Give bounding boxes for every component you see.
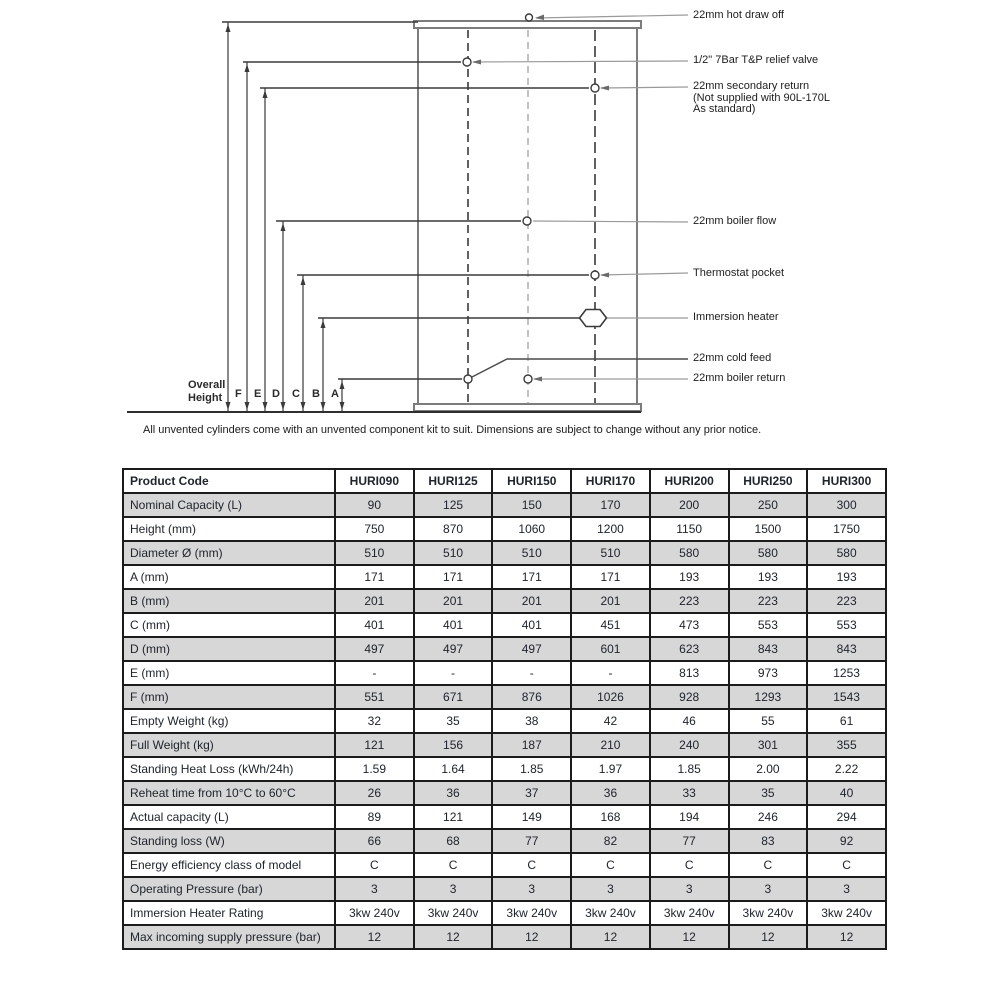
row-label: D (mm)	[123, 637, 335, 661]
row-value: 510	[414, 541, 493, 565]
row-value: 750	[335, 517, 414, 541]
cylinder-base	[414, 404, 641, 411]
thermostat-pocket-connection	[591, 271, 599, 279]
table-row	[123, 829, 886, 853]
table-row	[123, 709, 886, 733]
dim-letter-d: D	[272, 388, 280, 400]
row-value: 66	[335, 829, 414, 853]
row-value: 1.64	[414, 757, 493, 781]
overall-height-label	[188, 379, 225, 405]
cylinder-drawing	[0, 0, 1000, 465]
row-value: 553	[807, 613, 886, 637]
row-value: 497	[335, 637, 414, 661]
row-value: 32	[335, 709, 414, 733]
row-value: 451	[571, 613, 650, 637]
row-value: 89	[335, 805, 414, 829]
cylinder-lid	[414, 21, 641, 28]
row-value: 38	[492, 709, 571, 733]
row-value: 401	[335, 613, 414, 637]
table-row	[123, 565, 886, 589]
row-value: C	[492, 853, 571, 877]
row-value: 201	[492, 589, 571, 613]
table-row	[123, 901, 886, 925]
row-value: 36	[414, 781, 493, 805]
row-label: Height (mm)	[123, 517, 335, 541]
row-value: 36	[571, 781, 650, 805]
row-value: 240	[650, 733, 729, 757]
row-value: 928	[650, 685, 729, 709]
row-value: 77	[492, 829, 571, 853]
row-value: C	[729, 853, 808, 877]
row-value: 149	[492, 805, 571, 829]
row-value: 1.97	[571, 757, 650, 781]
row-value: 671	[414, 685, 493, 709]
row-value: 193	[650, 565, 729, 589]
row-value: 3	[571, 877, 650, 901]
row-value: 1150	[650, 517, 729, 541]
table-row	[123, 925, 886, 949]
label-boiler-return: 22mm boiler return	[693, 372, 786, 384]
label-secondary-return-line1: 22mm secondary return	[693, 80, 810, 92]
boiler-return-connection	[524, 375, 532, 383]
row-value: 473	[650, 613, 729, 637]
row-value: 3kw 240v	[729, 901, 808, 925]
row-value: C	[335, 853, 414, 877]
table-row	[123, 493, 886, 517]
row-value: 1253	[807, 661, 886, 685]
row-value: 3	[650, 877, 729, 901]
table-row	[123, 613, 886, 637]
row-value: 12	[729, 925, 808, 949]
header-model: HURI150	[492, 469, 571, 493]
row-value: 223	[807, 589, 886, 613]
header-product-code: Product Code	[123, 469, 335, 493]
row-value: 171	[492, 565, 571, 589]
row-value: 171	[414, 565, 493, 589]
leader-cold-feed	[472, 359, 688, 377]
row-value: C	[414, 853, 493, 877]
overall-height-line1: Overall	[188, 379, 226, 391]
row-value: -	[335, 661, 414, 685]
dim-letter-e: E	[254, 388, 262, 400]
row-value: 77	[650, 829, 729, 853]
row-value: 200	[650, 493, 729, 517]
row-value: 46	[650, 709, 729, 733]
hot-draw-off-connection	[526, 14, 533, 21]
header-model: HURI250	[729, 469, 808, 493]
row-value: -	[414, 661, 493, 685]
row-value: 1026	[571, 685, 650, 709]
label-cold-feed: 22mm cold feed	[693, 352, 772, 364]
leader-secondary-return	[601, 87, 688, 88]
leader-thermostat	[601, 273, 688, 275]
row-value: -	[492, 661, 571, 685]
row-value: 876	[492, 685, 571, 709]
table-row	[123, 853, 886, 877]
row-value: 37	[492, 781, 571, 805]
row-value: 35	[414, 709, 493, 733]
row-value: 1.59	[335, 757, 414, 781]
row-value: 83	[729, 829, 808, 853]
overall-height-line2: Height	[188, 392, 223, 404]
leader-tp-relief	[473, 61, 688, 62]
row-label: Nominal Capacity (L)	[123, 493, 335, 517]
row-value: 355	[807, 733, 886, 757]
row-value: 1543	[807, 685, 886, 709]
row-value: 12	[414, 925, 493, 949]
row-value: 171	[571, 565, 650, 589]
dim-letter-a: A	[331, 388, 339, 400]
row-value: 193	[729, 565, 808, 589]
row-value: 168	[571, 805, 650, 829]
row-value: 580	[650, 541, 729, 565]
row-value: 3kw 240v	[492, 901, 571, 925]
row-value: 1200	[571, 517, 650, 541]
row-value: 12	[492, 925, 571, 949]
table-row	[123, 733, 886, 757]
label-hot-draw-off: 22mm hot draw off	[693, 9, 784, 21]
row-value: 201	[571, 589, 650, 613]
row-value: 187	[492, 733, 571, 757]
row-value: 1.85	[492, 757, 571, 781]
row-value: 223	[650, 589, 729, 613]
row-value: 3	[807, 877, 886, 901]
cylinder-diagram	[0, 0, 1000, 465]
row-value: 3	[335, 877, 414, 901]
boiler-flow-connection	[523, 217, 531, 225]
header-model: HURI090	[335, 469, 414, 493]
row-value: 35	[729, 781, 808, 805]
row-value: 973	[729, 661, 808, 685]
header-model: HURI125	[414, 469, 493, 493]
leader-arrow-thermostat	[600, 273, 609, 278]
row-value: 3kw 240v	[650, 901, 729, 925]
table-header-row	[123, 469, 886, 493]
row-value: 170	[571, 493, 650, 517]
row-value: 843	[729, 637, 808, 661]
table-row	[123, 877, 886, 901]
row-value: 2.00	[729, 757, 808, 781]
row-value: 580	[729, 541, 808, 565]
row-value: 42	[571, 709, 650, 733]
row-value: 301	[729, 733, 808, 757]
row-value: 1060	[492, 517, 571, 541]
row-value: 3kw 240v	[414, 901, 493, 925]
leader-arrow-boiler-return	[533, 377, 542, 382]
row-value: 3	[414, 877, 493, 901]
label-tp-relief-valve: 1/2" 7Bar T&P relief valve	[693, 54, 819, 66]
diagram-caption: All unvented cylinders come with an unvented component kit to suit. Dimensions are subject to change without any prior notice.	[143, 424, 762, 436]
row-value: 1750	[807, 517, 886, 541]
row-value: 294	[807, 805, 886, 829]
row-value: 121	[414, 805, 493, 829]
row-value: 90	[335, 493, 414, 517]
row-value: 55	[729, 709, 808, 733]
spec-table	[122, 468, 887, 950]
dim-letter-b: B	[312, 388, 320, 400]
row-value: 68	[414, 829, 493, 853]
spec-table-head	[123, 469, 886, 493]
row-label: Immersion Heater Rating	[123, 901, 335, 925]
table-row	[123, 541, 886, 565]
row-value: C	[807, 853, 886, 877]
header-model: HURI300	[807, 469, 886, 493]
row-value: 551	[335, 685, 414, 709]
table-row	[123, 589, 886, 613]
row-value: 61	[807, 709, 886, 733]
row-label: Operating Pressure (bar)	[123, 877, 335, 901]
row-value: 601	[571, 637, 650, 661]
row-value: -	[571, 661, 650, 685]
row-label: Energy efficiency class of model	[123, 853, 335, 877]
row-label: F (mm)	[123, 685, 335, 709]
row-value: 12	[571, 925, 650, 949]
row-label: E (mm)	[123, 661, 335, 685]
row-value: 623	[650, 637, 729, 661]
row-value: 33	[650, 781, 729, 805]
label-secondary-return	[693, 81, 830, 116]
label-immersion-heater: Immersion heater	[693, 311, 779, 323]
row-label: Diameter Ø (mm)	[123, 541, 335, 565]
dimension-arrowheads	[226, 24, 345, 410]
row-label: Standing loss (W)	[123, 829, 335, 853]
row-value: 580	[807, 541, 886, 565]
row-label: C (mm)	[123, 613, 335, 637]
row-value: 1.85	[650, 757, 729, 781]
row-value: 510	[571, 541, 650, 565]
row-value: 813	[650, 661, 729, 685]
label-thermostat-pocket: Thermostat pocket	[693, 267, 785, 279]
row-value: 2.22	[807, 757, 886, 781]
spec-table-body	[123, 493, 886, 949]
row-value: 12	[650, 925, 729, 949]
row-value: 246	[729, 805, 808, 829]
row-value: 193	[807, 565, 886, 589]
dim-letter-f: F	[235, 388, 242, 400]
secondary-return-connection	[591, 84, 599, 92]
label-secondary-return-note1: (Not supplied with 90L-170L	[693, 91, 830, 104]
immersion-heater-boss	[580, 310, 607, 327]
table-row	[123, 661, 886, 685]
row-value: 3	[492, 877, 571, 901]
row-label: Reheat time from 10°C to 60°C	[123, 781, 335, 805]
row-value: 510	[492, 541, 571, 565]
dim-letter-c: C	[292, 388, 300, 400]
label-secondary-return-note2: As standard)	[693, 103, 756, 115]
row-label: Max incoming supply pressure (bar)	[123, 925, 335, 949]
row-value: 156	[414, 733, 493, 757]
row-value: 12	[807, 925, 886, 949]
row-value: 510	[335, 541, 414, 565]
row-value: 171	[335, 565, 414, 589]
row-value: 401	[492, 613, 571, 637]
row-label: Full Weight (kg)	[123, 733, 335, 757]
table-row	[123, 637, 886, 661]
row-value: 3kw 240v	[571, 901, 650, 925]
leader-boiler-flow	[533, 221, 688, 222]
row-label: Actual capacity (L)	[123, 805, 335, 829]
row-value: 843	[807, 637, 886, 661]
row-value: 870	[414, 517, 493, 541]
leader-hot-draw-off	[536, 15, 688, 18]
row-value: 125	[414, 493, 493, 517]
row-value: 1500	[729, 517, 808, 541]
row-value: 497	[492, 637, 571, 661]
row-value: 121	[335, 733, 414, 757]
leader-arrow-hot-draw-off	[535, 15, 544, 21]
row-label: Empty Weight (kg)	[123, 709, 335, 733]
row-value: 92	[807, 829, 886, 853]
row-value: 201	[414, 589, 493, 613]
row-value: 3	[729, 877, 808, 901]
row-value: 194	[650, 805, 729, 829]
row-value: 3kw 240v	[335, 901, 414, 925]
table-row	[123, 757, 886, 781]
row-label: A (mm)	[123, 565, 335, 589]
cold-feed-connection	[464, 375, 472, 383]
label-boiler-flow: 22mm boiler flow	[693, 215, 777, 227]
table-row	[123, 685, 886, 709]
row-value: 40	[807, 781, 886, 805]
row-label: B (mm)	[123, 589, 335, 613]
row-value: 1293	[729, 685, 808, 709]
row-value: 553	[729, 613, 808, 637]
header-model: HURI200	[650, 469, 729, 493]
row-value: 82	[571, 829, 650, 853]
row-value: 250	[729, 493, 808, 517]
header-model: HURI170	[571, 469, 650, 493]
row-value: 300	[807, 493, 886, 517]
row-value: 210	[571, 733, 650, 757]
row-value: 150	[492, 493, 571, 517]
row-value: 3kw 240v	[807, 901, 886, 925]
row-value: 497	[414, 637, 493, 661]
row-value: 223	[729, 589, 808, 613]
row-label: Standing Heat Loss (kWh/24h)	[123, 757, 335, 781]
tp-relief-connection	[463, 58, 471, 66]
row-value: C	[571, 853, 650, 877]
table-row	[123, 805, 886, 829]
row-value: 26	[335, 781, 414, 805]
row-value: 401	[414, 613, 493, 637]
row-value: C	[650, 853, 729, 877]
table-row	[123, 781, 886, 805]
row-value: 12	[335, 925, 414, 949]
row-value: 201	[335, 589, 414, 613]
table-row	[123, 517, 886, 541]
leader-arrow-tp-relief	[472, 60, 481, 65]
leader-arrow-secondary-return	[600, 86, 609, 91]
